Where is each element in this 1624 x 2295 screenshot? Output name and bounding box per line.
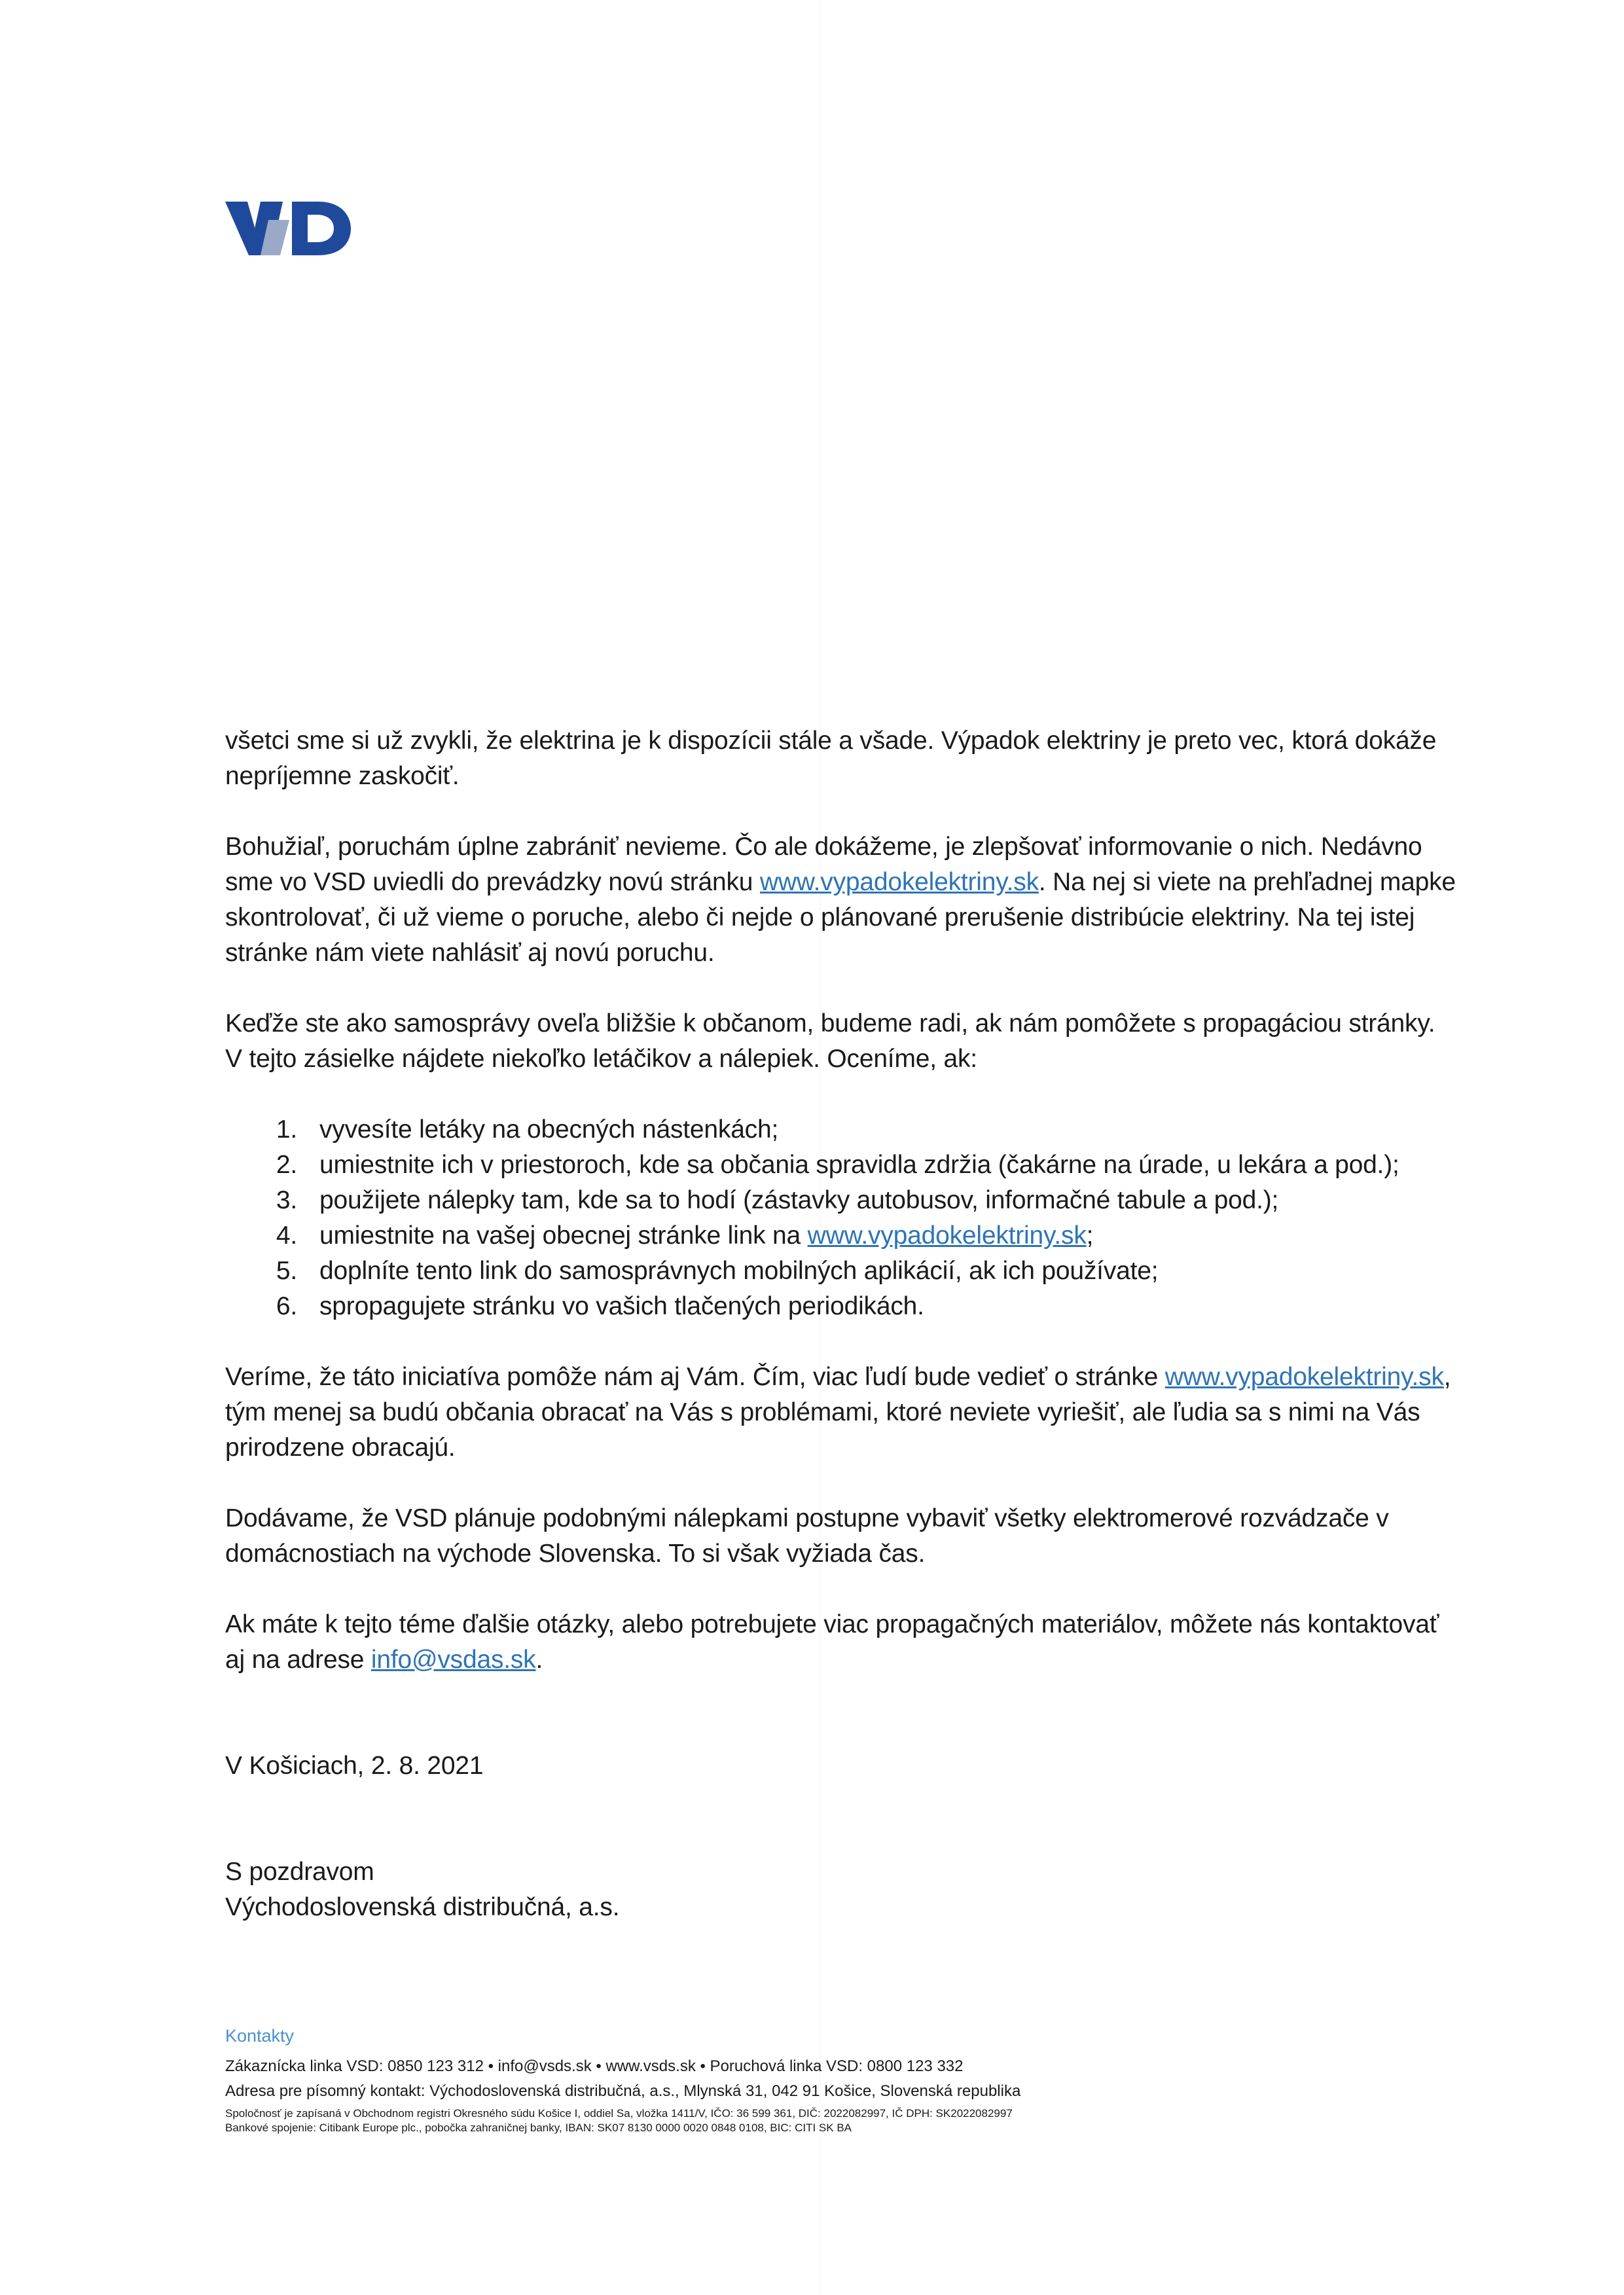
paragraph-initiative-text-a: Veríme, že táto iniciatíva pomôže nám aj Vám. Čím, viac ľudí bude vedieť o stránke — [225, 1363, 1165, 1391]
paragraph-request: Keďže ste ako samosprávy oveľa bližšie k občanom, budeme radi, ak nám pomôžete s propagáciou stránky. V tejto zásielke nájdete niekoľko letáčikov a nálepiek. Oceníme, ak: — [225, 1009, 1435, 1073]
vsd-logo — [223, 190, 353, 268]
footer-title: Kontakty — [225, 2026, 295, 2046]
paragraph-stickers: Dodávame, že VSD plánuje podobnými nálepkami postupne vybaviť všetky elektromerové rozvádzače v domácnostiach na východe Slovenska. To si však vyžiada čas. — [225, 1504, 1389, 1568]
paragraph-contact-text-a: Ak máte k tejto téme ďalšie otázky, alebo potrebujete viac propagačných materiálov, môžete nás kontaktovať aj na adrese — [225, 1610, 1439, 1674]
list-item-text: doplníte tento link do samosprávnych mobilných aplikácií, ak ich používate; — [319, 1257, 1159, 1285]
vsd-logo-icon — [223, 190, 353, 268]
paragraph-new-page-text-b: . Na nej si viete na prehľadnej mapke skontrolovať, či už vieme o poruche, alebo či nejde o plánované prerušenie distribúcie elektriny. Na tej istej stránke nám viete nahlásiť aj novú poruchu. — [225, 868, 1456, 967]
list-item — [225, 1183, 1456, 1218]
footer-bank-line: Bankové spojenie: Citibank Europe plc., pobočka zahraničnej banky, IBAN: SK07 8130 0000 0020 0848 0108, BIC: CITI SK BA — [225, 2122, 852, 2134]
footer-phone-line: Zákaznícka linka VSD: 0850 123 312 • info@vsds.sk • www.vsds.sk • Poruchová linka VSD: 0800 123 332 — [225, 2057, 964, 2075]
paragraph-contact-text-b: . — [535, 1646, 543, 1674]
footer-registry-line: Spoločnosť je zapísaná v Obchodnom registri Okresného súdu Košice I, oddiel Sa, vložka 1411/V, IČO: 36 599 361, DIČ: 2022082997, IČ DPH: SK2022082997 — [225, 2107, 1013, 2120]
list-item — [225, 1218, 1456, 1254]
footer-contacts — [225, 2024, 1469, 2135]
list-item-text: umiestnite ich v priestoroch, kde sa občania spravidla zdržia (čakárne na úrade, u lekára a pod.); — [319, 1151, 1399, 1179]
list-item — [225, 1289, 1456, 1324]
paragraph-initiative-text-b: , tým menej sa budú občania obracať na Vás s problémami, ktoré neviete vyriešiť, ale ľudia sa s nimi na Vás prirodzene obracajú. — [225, 1363, 1451, 1462]
letter-greeting: S pozdravom — [225, 1858, 374, 1886]
vypadokelektriny-link[interactable]: www.vypadokelektriny.sk — [1164, 1363, 1444, 1391]
list-item-text: spropagujete stránku vo vašich tlačených periodikách. — [319, 1292, 924, 1320]
list-item-text: vyvesíte letáky na obecných nástenkách; — [319, 1115, 779, 1144]
paragraph-new-page-text-a: Bohužiaľ, poruchám úplne zabrániť nevieme. Čo ale dokážeme, je zlepšovať informovanie o nich. Nedávno sme vo VSD uviedli do prevádzky novú stránku — [225, 833, 1422, 896]
list-item-number: 1. — [276, 1115, 297, 1144]
list-item — [225, 1148, 1456, 1183]
vypadokelektriny-link[interactable]: www.vypadokelektriny.sk — [807, 1221, 1087, 1250]
list-item-number: 5. — [276, 1257, 297, 1285]
list-item-text — [319, 1218, 1093, 1254]
vypadokelektriny-link[interactable]: www.vypadokelektriny.sk — [759, 868, 1039, 896]
paragraph-intro: všetci sme si už zvykli, že elektrina je k dispozícii stále a všade. Výpadok elektriny je preto vec, ktorá dokáže nepríjemne zaskočiť. — [225, 727, 1437, 790]
list-item-text: použijete nálepky tam, kde sa to hodí (zástavky autobusov, informačné tabule a pod.); — [319, 1186, 1279, 1214]
list-item — [225, 1254, 1456, 1289]
list-item-text-b: ; — [1086, 1221, 1094, 1250]
paragraph-new-page — [225, 829, 1456, 971]
list-item-number: 2. — [276, 1151, 297, 1179]
letter-signature: Východoslovenská distribučná, a.s. — [225, 1893, 620, 1921]
letter-body — [225, 723, 1456, 1925]
paragraph-initiative — [225, 1360, 1456, 1466]
footer-address-line: Adresa pre písomný kontakt: Východoslovenská distribučná, a.s., Mlynská 31, 042 91 Košice, Slovenská republika — [225, 2082, 1021, 2100]
list-item-number: 6. — [276, 1292, 297, 1320]
list-item — [225, 1112, 1456, 1148]
email-link[interactable]: info@vsdas.sk — [370, 1646, 536, 1674]
paragraph-contact — [225, 1607, 1456, 1678]
list-item-text-a: umiestnite na vašej obecnej stránke link na — [319, 1221, 808, 1250]
request-list — [225, 1112, 1456, 1324]
list-item-number: 4. — [276, 1221, 297, 1250]
letter-date: V Košiciach, 2. 8. 2021 — [225, 1752, 484, 1780]
list-item-number: 3. — [276, 1186, 297, 1214]
